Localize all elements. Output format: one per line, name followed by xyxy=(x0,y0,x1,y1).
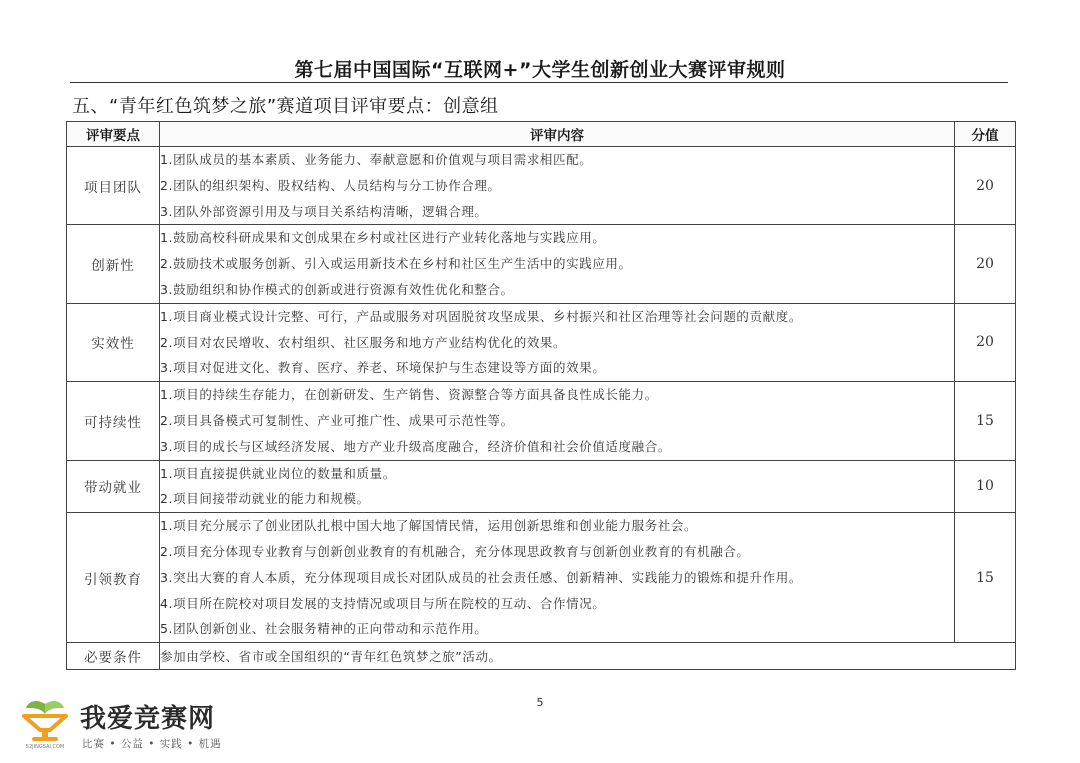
evaluation-table xyxy=(66,121,1016,670)
content-cell xyxy=(160,513,955,643)
page-number: 5 xyxy=(536,696,544,709)
document-title: 第七届中国国际“互联网+”大学生创新创业大赛评审规则 xyxy=(294,59,786,81)
header-content: 评审内容 xyxy=(160,122,955,147)
criterion-item: 2.项目间接带动就业的能力和规模。 xyxy=(160,491,370,507)
criterion-cell: 项目团队 xyxy=(67,147,160,225)
criterion-cell: 创新性 xyxy=(67,225,160,303)
criterion-item: 3.项目的成长与区域经济发展、地方产业升级高度融合，经济价值和社会价值适度融合。 xyxy=(160,438,671,454)
header-criterion: 评审要点 xyxy=(67,122,160,147)
content-cell xyxy=(160,382,955,460)
criterion-item: 4.项目所在院校对项目发展的支持情况或项目与所在院校的互动、合作情况。 xyxy=(160,595,606,611)
table-header-row xyxy=(67,122,1016,147)
criterion-item: 3.项目对促进文化、教育、医疗、养老、环境保护与生态建设等方面的效果。 xyxy=(160,360,606,376)
score-cell: 20 xyxy=(955,147,1016,225)
header-score: 分值 xyxy=(955,122,1016,147)
criterion-item: 1.项目直接提供就业岗位的数量和质量。 xyxy=(160,465,396,481)
criterion-item: 1.项目充分展示了创业团队扎根中国大地了解国情民情，运用创新思维和创业能力服务社会。 xyxy=(160,518,698,534)
criterion-item: 2.项目充分体现专业教育与创新创业教育的有机融合，充分体现思政教育与创新创业教育的有机融合。 xyxy=(160,543,750,559)
criterion-item: 2.鼓励技术或服务创新、引入或运用新技术在乡村和社区生产生活中的实践应用。 xyxy=(160,256,632,272)
table-row xyxy=(67,303,1016,381)
criterion-cell: 可持续性 xyxy=(67,382,160,460)
criterion-item: 1.项目商业模式设计完整、可行，产品或服务对巩固脱贫攻坚成果、乡村振兴和社区治理等社会问题的贡献度。 xyxy=(160,308,802,324)
trophy-sprout-icon xyxy=(14,696,76,746)
table-row xyxy=(67,513,1016,643)
table-row xyxy=(67,460,1016,513)
title-divider xyxy=(70,82,1008,83)
logo-name: 我爱竞赛网 xyxy=(80,704,216,734)
score-cell: 15 xyxy=(955,382,1016,460)
criterion-cell: 带动就业 xyxy=(67,460,160,513)
criterion-item: 1.团队成员的基本素质、业务能力、奉献意愿和价值观与项目需求相匹配。 xyxy=(160,152,593,167)
content-cell xyxy=(160,225,955,303)
score-cell: 10 xyxy=(955,460,1016,513)
logo-tagline: 比赛 • 公益 • 实践 • 机遇 xyxy=(82,738,222,750)
section-heading: 五、“青年红色筑梦之旅”赛道项目评审要点：创意组 xyxy=(72,96,499,117)
requirement-row xyxy=(67,643,1016,670)
content-cell xyxy=(160,147,955,225)
criterion-item: 5.团队创新创业、社会服务精神的正向带动和示范作用。 xyxy=(160,621,488,637)
requirement-text: 参加由学校、省市或全国组织的“青年红色筑梦之旅”活动。 xyxy=(160,643,1016,670)
logo-url: 52JINGSAI.COM xyxy=(25,744,65,750)
site-logo xyxy=(14,696,254,756)
table-row xyxy=(67,382,1016,460)
content-cell xyxy=(160,460,955,513)
score-cell: 20 xyxy=(955,225,1016,303)
criterion-item: 3.突出大赛的育人本质，充分体现项目成长对团队成员的社会责任感、创新精神、实践能力的锻炼和提升作用。 xyxy=(160,569,802,585)
requirement-label: 必要条件 xyxy=(67,643,160,670)
criterion-item: 1.鼓励高校科研成果和文创成果在乡村或社区进行产业转化落地与实践应用。 xyxy=(160,230,606,246)
criterion-item: 3.团队外部资源引用及与项目关系结构清晰，逻辑合理。 xyxy=(160,203,488,219)
criterion-item: 2.团队的组织架构、股权结构、人员结构与分工协作合理。 xyxy=(160,177,501,193)
score-cell: 15 xyxy=(955,513,1016,643)
criterion-item: 3.鼓励组织和协作模式的创新或进行资源有效性优化和整合。 xyxy=(160,281,514,297)
table-row xyxy=(67,225,1016,303)
criterion-item: 1.项目的持续生存能力，在创新研发、生产销售、资源整合等方面具备良性成长能力。 xyxy=(160,387,658,403)
criterion-item: 2.项目具备模式可复制性、产业可推广性、成果可示范性等。 xyxy=(160,412,514,428)
criterion-cell: 实效性 xyxy=(67,303,160,381)
criterion-cell: 引领教育 xyxy=(67,513,160,643)
content-cell xyxy=(160,303,955,381)
table-row xyxy=(67,147,1016,225)
score-cell: 20 xyxy=(955,303,1016,381)
criterion-item: 2.项目对农民增收、农村组织、社区服务和地方产业结构优化的效果。 xyxy=(160,334,567,350)
